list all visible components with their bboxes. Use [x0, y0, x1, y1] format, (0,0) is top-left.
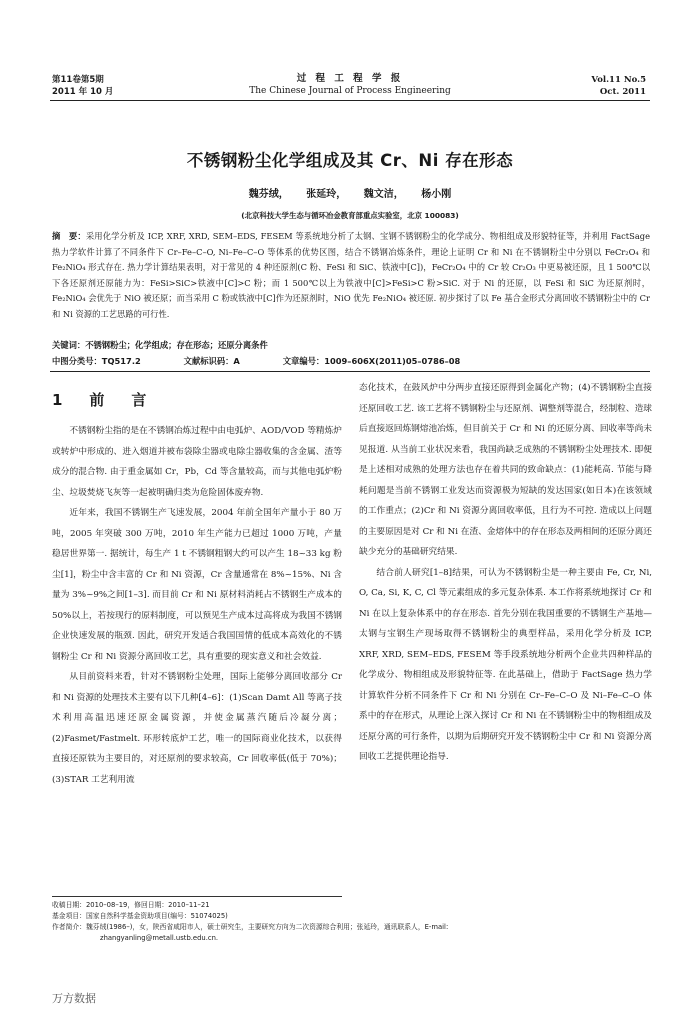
paragraph: 近年来，我国不锈钢生产飞速发展，2004 年前全国年产量小于 80 万吨，2005 年突破 300 万吨，2010 年生产能力已超过 1000 万吨，产量稳居世界第一. 据统计，每生产 1 t 不锈钢粗钢大约可以产生 18~33 kg 粉尘[1]，粉尘中含丰富的 Cr 和 Ni 资源，Cr 含量通常在 8%~15%、Ni 含量为 3%~9%之间[1–3]. 而目前 Cr 和 Ni 原材料消耗占不锈钢生产成本的 50%以上，若按现行的原料制度，可以预见生产成本过高将成为我国不锈钢企业快速发展的瓶颈. 因此，研究开发适合我国国情的低成本高效化的不锈钢粉尘 Cr 和 Ni 资源分离回收工艺，具有重要的现实意义和社会效益. — [52, 508, 342, 662]
fund-info: 基金项目：国家自然科学基金资助项目(编号：51074025) — [52, 912, 228, 920]
keywords-label: 关键词： — [52, 340, 86, 350]
footnotes — [52, 900, 652, 944]
header-rule — [50, 100, 650, 101]
right-column — [359, 378, 652, 768]
paragraph: 态化技术，在鼓风炉中分两步直接还原得到金属化产物；(4)不锈钢粉尘直接还原回收工艺. 该工艺将不锈钢粉尘与还原剂、调整剂等混合，经制粒、造球后直接返回炼钢熔池冶炼，但目前关于 Cr 和 Ni 的还原分离、回收率等尚未见报道. 从当前工业状况来看，我国尚缺乏成熟的不锈钢粉尘处理技术. 即便是上述相对成熟的处理方法也存在着共同的致命缺点：(1)能耗高. 节能与降耗问题是当前不锈钢工业发达而资源极为短缺的发达国家(如日本)在该领域的工作重点；(2)Cr 和 Ni 资源分离回收率低，且行为不可控. 造成以上问题的主要原因是对 Cr 和 Ni 在渣、金熔体中的存在形态及两相间的还原分离还缺少充分的基础研究结果. — [359, 383, 652, 557]
paragraph: 结合前人研究[1–8]结果，可认为不锈钢粉尘是一种主要由 Fe, Cr, Ni, O, Ca, Si, K, C, Cl 等元素组成的多元复杂体系. 本工作将系统地探讨 Cr 和 Ni 在以上复杂体系中的存在形态. 首先分别在我国重要的不锈钢生产基地—太钢与宝钢生产现场取得不锈钢粉尘的典型样品，采用化学分析及 ICP, XRF, XRD, SEM–EDS, FESEM 等手段系统地分析两个企业共四种样品的化学成分、物相组成及形貌特征等. 在此基础上，借助于 FactSage 热力学计算软件分析不同条件下 Cr 和 Ni 分别在 Cr–Fe–C–O 及 Ni–Fe–C–O 体系中的存在形式，从理论上深入探讨 Cr 和 Ni 在不锈钢粉尘中的物相组成及还原分离的可行条件，以期为后期研究开发不锈钢粉尘中 Cr 和 Ni 资源分离回收工艺提供理论指导. — [359, 567, 652, 762]
document-code: 文献标识码：A — [183, 356, 240, 366]
left-column — [52, 421, 342, 790]
article-id: 文章编号：1009–606X(2011)05–0786–08 — [282, 356, 461, 366]
date-en: Oct. 2011 — [599, 87, 646, 97]
header-left — [52, 74, 113, 98]
keywords — [52, 339, 650, 351]
header-right — [591, 74, 646, 98]
keywords-text: 不锈钢粉尘；化学组成；存在形态；还原分离条件 — [85, 340, 268, 350]
paper-title: 不锈钢粉尘化学组成及其 Cr、Ni 存在形态 — [186, 151, 514, 170]
clc-number: 中图分类号：TQ517.2 — [52, 356, 141, 366]
abstract — [52, 229, 650, 323]
date-cn: 2011 年 10 月 — [52, 87, 114, 97]
abstract-label: 摘 要： — [52, 231, 86, 241]
author-bio: 作者简介：魏芬绒(1986–)，女，陕西省咸阳市人，硕士研究生，主要研究方向为二次资源综合利用；张延玲，通讯联系人，E-mail: — [52, 923, 449, 931]
affiliation: (北京科技大学生态与循环冶金教育部重点实验室，北京 100083) — [241, 211, 459, 220]
volume-issue-cn: 第11卷第5期 — [52, 75, 104, 85]
journal-title-en: The Chinese Journal of Process Engineering — [249, 86, 451, 96]
volume-issue-en: Vol.11 No.5 — [591, 75, 646, 85]
received-date: 收稿日期：2010–08–19，修回日期：2010–11–21 — [52, 901, 210, 909]
classification-line — [52, 355, 650, 367]
watermark: 万方数据 — [52, 992, 96, 1005]
abstract-text: 采用化学分析及 ICP, XRF, XRD, SEM–EDS, FESEM 等系统地分析了太钢、宝钢不锈钢粉尘的化学成分、物相组成及形貌特征等，并利用 FactSage 热力学软件计算了不同条件下 Cr–Fe–C–O, Ni–Fe–C–O 等体系的优势区图，结合不锈钢冶炼条件，理论上证明 Cr 和 Ni 在不锈钢粉尘中分别以 FeCr₂O₄ 和 Fe₂NiO₄ 形式存在. 热力学计算结果表明，对于常见的 4 种还原剂(C 粉、FeSi 和 SiC、铁液中[C])，FeCr₂O₄ 中的 Cr 较 Cr₂O₃ 中更易被还原，且 1 500℃以下各还原剂还原能力为：FeSi>SiC>铁液中[C]>C 粉；而 1 500℃以上为铁液中[C]>FeSi>C 粉>SiC. 对于 Ni 的还原，以 FeSi 和 SiC 为还原剂时，Fe₂NiO₄ 会优先于 NiO 被还原；而当采用 C 粉或铁液中[C]作为还原剂时，NiO 优先 Fe₂NiO₄ 被还原. 初步探讨了以 Fe 基合金形式分离回收不锈钢粉尘中的 Cr 和 Ni 资源的工艺思路的可行性. — [52, 231, 650, 319]
abstract-rule — [50, 371, 650, 372]
paragraph: 不锈钢粉尘指的是在不锈钢冶炼过程中由电弧炉、AOD/VOD 等精炼炉或转炉中形成的、进入烟道并被布袋除尘器或电除尘器收集的含金属、渣等成分的混合物. 由于重金属如 Cr，Pb，Cd 等含量较高，而与其他电弧炉粉尘、垃圾焚烧飞灰等一起被明确归类为危险固体废弃物. — [52, 426, 342, 498]
author-email: zhangyanling@metall.ustb.edu.cn. — [100, 934, 219, 942]
header-center — [200, 72, 500, 98]
journal-title-cn: 过 程 工 程 学 报 — [296, 73, 404, 84]
footnote-rule — [52, 896, 342, 897]
paragraph: 从目前资料来看，针对不锈钢粉尘处理，国际上能够分离回收部分 Cr 和 Ni 资源的处理技术主要有以下几种[4–6]：(1)Scan Damt All 等离子技术利用高温迅速还原金属资源，并使金属蒸汽随后冷凝分离；(2)Fasmet/Fastmelt. 环形转底炉工艺，唯一的国际商业化技术，以获得直接还原铁为主要目的，对还原剂的要求较高，Cr 回收率低(低于 70%)；(3)STAR 工艺利用流 — [52, 672, 342, 785]
section-heading: 1 前 言 — [52, 391, 153, 409]
author-list: 魏芬绒， 张延玲， 魏文洁， 杨小刚 — [248, 189, 452, 200]
